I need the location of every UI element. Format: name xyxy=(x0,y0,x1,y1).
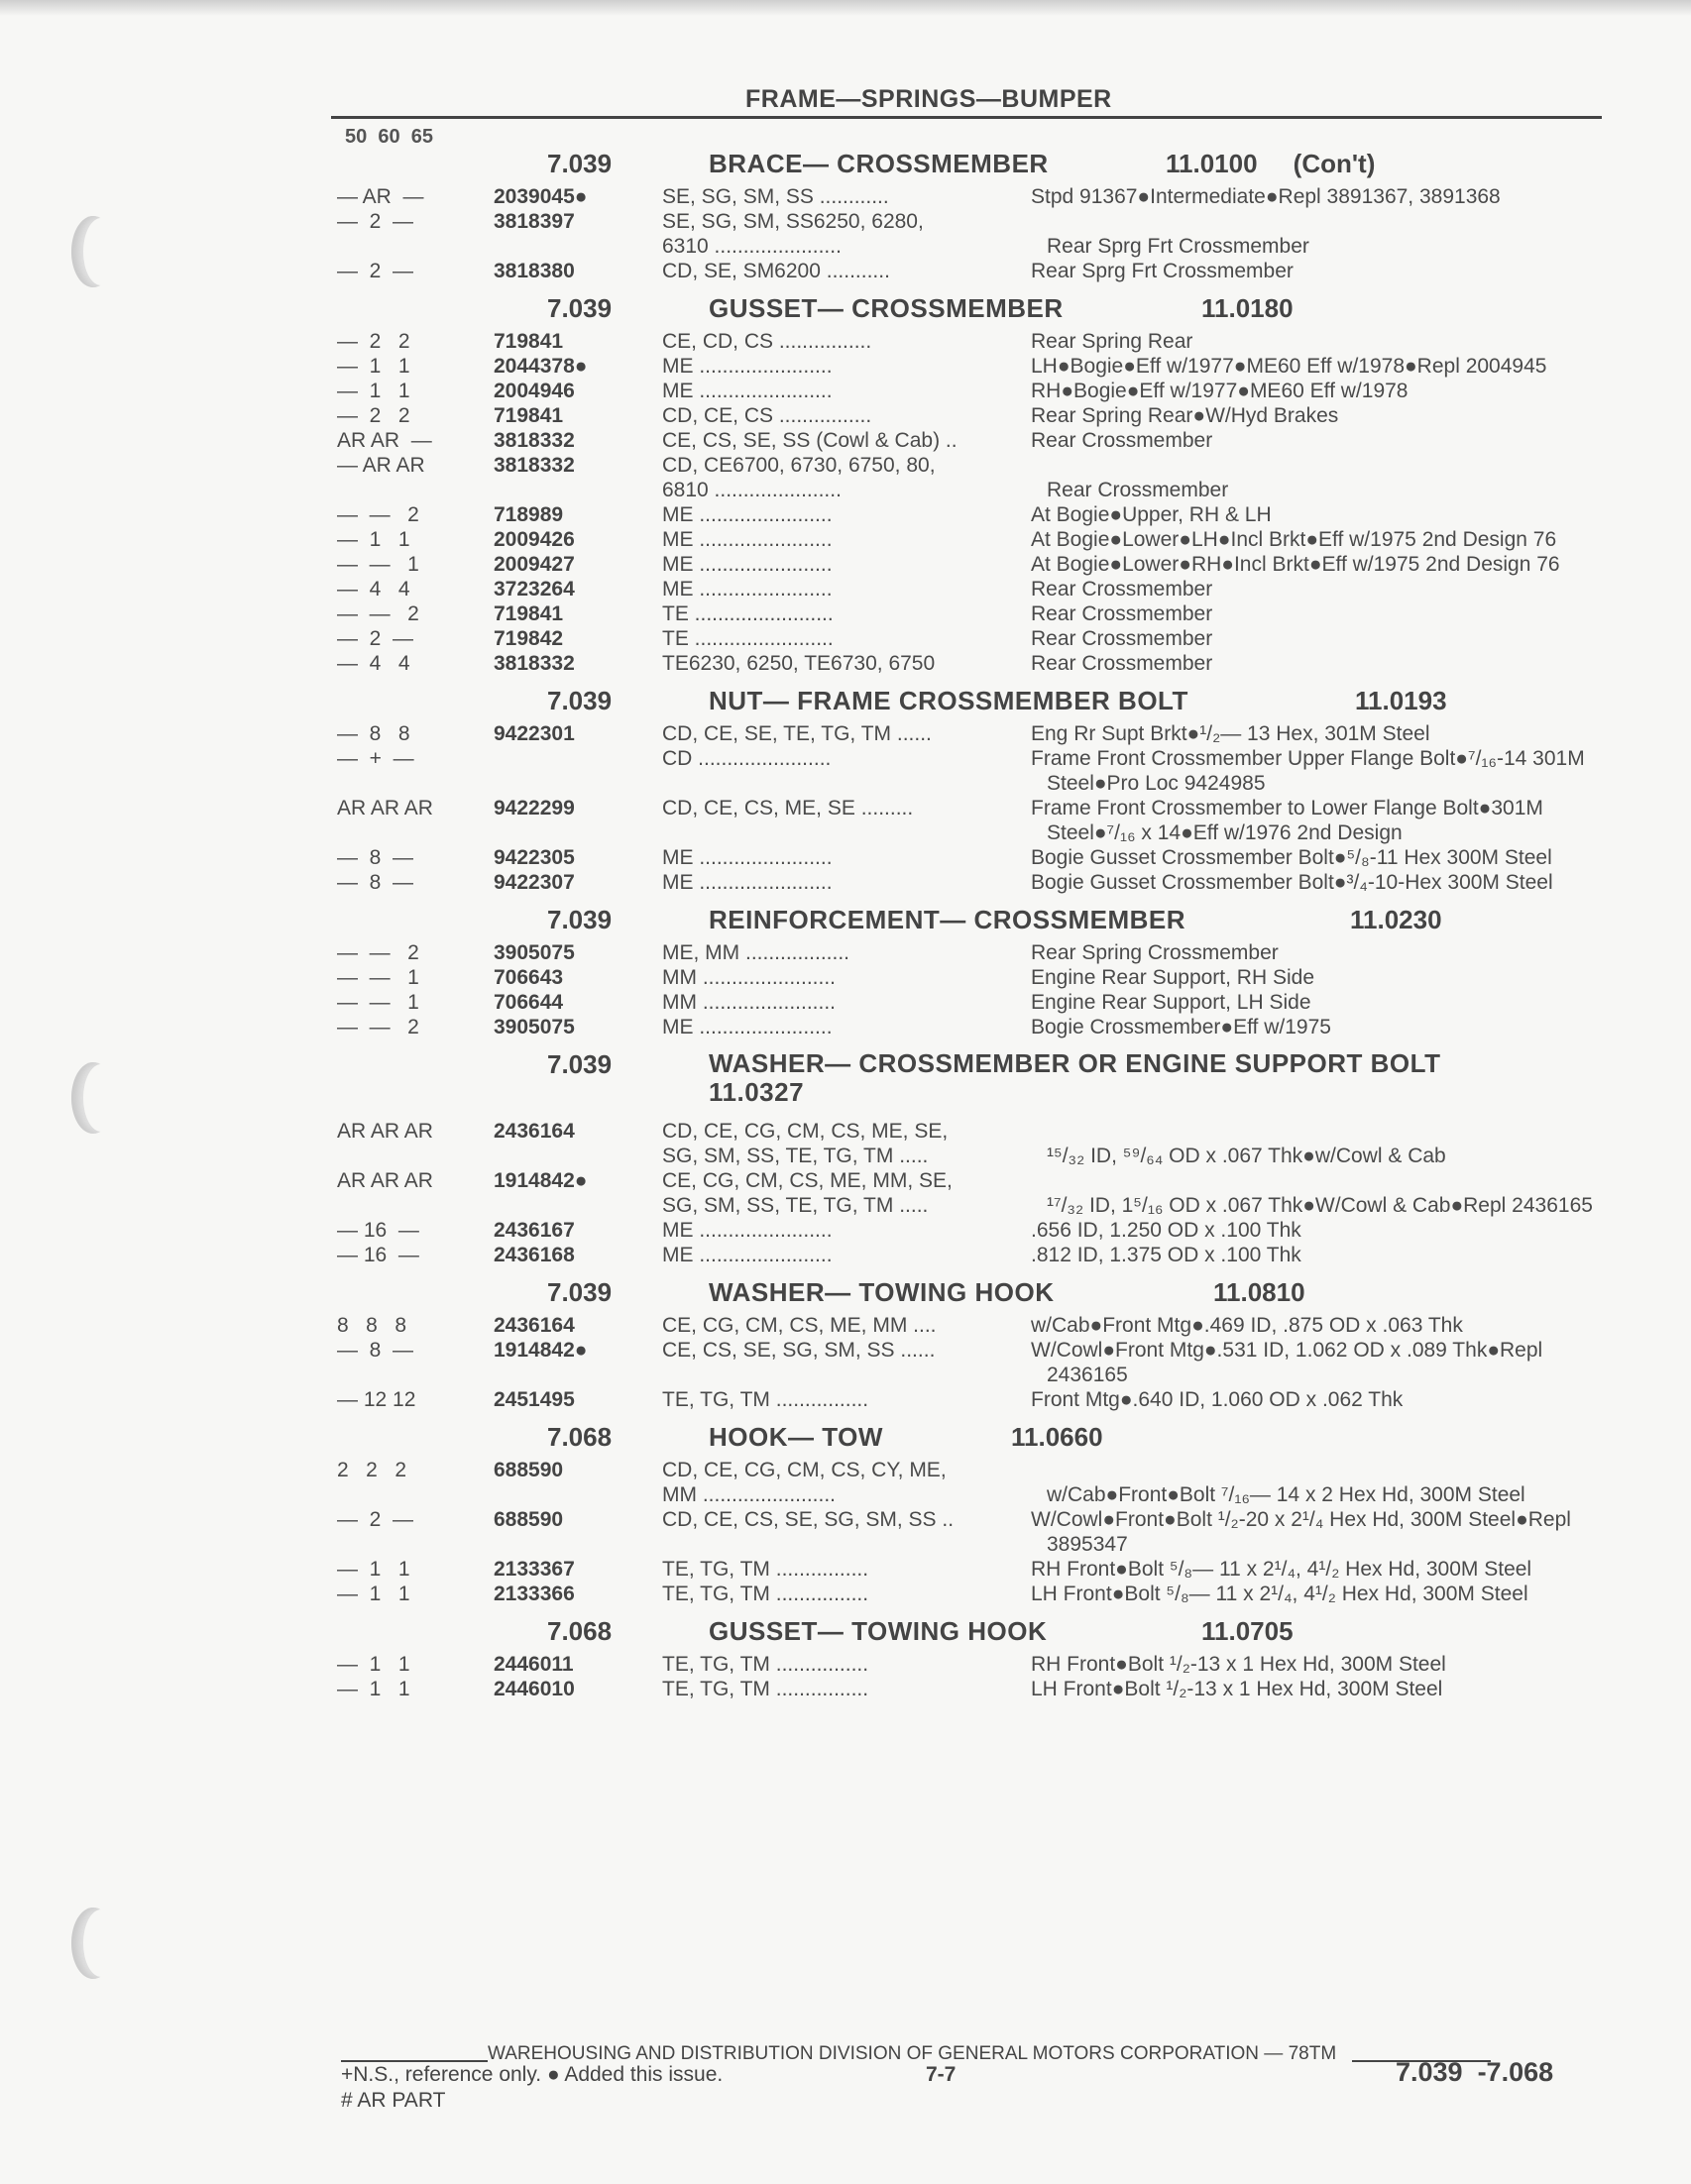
part-row xyxy=(337,626,1616,651)
part-description: Rear Crossmember xyxy=(1047,479,1229,501)
year-quantities: — 2 — xyxy=(337,260,414,282)
part-number: 688590 xyxy=(494,1459,564,1481)
model-list: ME ....................... xyxy=(662,553,833,576)
part-number: 719841 xyxy=(494,330,564,353)
part-number: 3723264 xyxy=(494,578,575,601)
part-number: 718989 xyxy=(494,503,564,526)
year-quantities: — 1 1 xyxy=(337,528,410,551)
section-spacer xyxy=(337,676,1616,684)
page-title: FRAME—SPRINGS—BUMPER xyxy=(745,85,1112,113)
part-number: 3818397 xyxy=(494,210,575,233)
part-number: 719842 xyxy=(494,627,564,650)
part-row xyxy=(337,1677,1616,1701)
part-description: Bogie Gusset Crossmember Bolt●⁵/₈-11 Hex 300M Steel xyxy=(1031,846,1552,869)
model-list: CE, CG, CM, CS, ME, MM .... xyxy=(662,1314,937,1337)
part-description: Rear Crossmember xyxy=(1031,429,1213,452)
part-description: LH Front●Bolt ⁵/₈— 11 x 2¹/₄, 4¹/₂ Hex Hd, 300M Steel xyxy=(1031,1583,1528,1605)
model-list: CD, CE, CS ................ xyxy=(662,404,872,427)
part-description: Eng Rr Supt Brkt●¹/₂— 13 Hex, 301M Steel xyxy=(1031,722,1430,745)
part-number: 688590 xyxy=(494,1508,564,1531)
year-quantities: — AR — xyxy=(337,185,424,208)
model-list: TE, TG, TM ................ xyxy=(662,1678,869,1700)
part-row xyxy=(337,796,1616,845)
model-list: ME ....................... xyxy=(662,503,833,526)
part-description: Rear Spring Rear xyxy=(1031,330,1193,353)
part-row xyxy=(337,577,1616,601)
part-description: Rear Spring Rear●W/Hyd Brakes xyxy=(1031,404,1339,427)
part-row xyxy=(337,1243,1616,1267)
part-description: Frame Front Crossmember to Lower Flange Bolt●301M Steel●⁷/₁₆ x 14●Eff w/1976 2nd Design xyxy=(1031,797,1543,844)
part-number: 9422305 xyxy=(494,846,575,869)
year-quantities: — AR AR xyxy=(337,454,425,477)
binder-hole-middle xyxy=(71,1062,115,1134)
part-number: 3818332 xyxy=(494,454,575,477)
part-description: RH●Bogie●Eff w/1977●ME60 Eff w/1978 xyxy=(1031,380,1409,402)
part-description: LH●Bogie●Eff w/1977●ME60 Eff w/1978●Repl 2004945 xyxy=(1031,355,1547,378)
section-spacer xyxy=(337,283,1616,291)
part-number: 3818332 xyxy=(494,652,575,675)
section-spacer xyxy=(337,1701,1616,1709)
part-row xyxy=(337,1338,1616,1387)
model-list: TE6230, 6250, TE6730, 6750 xyxy=(662,652,936,675)
year-quantities: — — 2 xyxy=(337,602,419,625)
section-title: WASHER— TOWING HOOK xyxy=(709,1277,1055,1307)
part-row xyxy=(337,845,1616,870)
model-list: CD, CE, SE, TE, TG, TM ...... xyxy=(662,722,932,745)
section-spacer xyxy=(337,1606,1616,1614)
part-row xyxy=(337,1387,1616,1412)
model-list: ME ....................... xyxy=(662,578,833,601)
part-row xyxy=(337,746,1616,796)
model-list: TE ........................ xyxy=(662,602,834,625)
model-list: CD, SE, SM6200 ........... xyxy=(662,260,890,282)
model-list: CD, CE, CG, CM, CS, CY, ME, MM ....................... xyxy=(662,1459,947,1506)
section-header xyxy=(337,147,1616,184)
scan-top-edge xyxy=(0,0,1691,16)
part-number: 2446011 xyxy=(494,1653,574,1676)
part-row xyxy=(337,209,1616,259)
part-description: At Bogie●Upper, RH & LH xyxy=(1031,503,1272,526)
part-number: 3818332 xyxy=(494,429,575,452)
model-list: ME ....................... xyxy=(662,380,833,402)
part-row xyxy=(337,1313,1616,1338)
section-spacer xyxy=(337,1039,1616,1047)
part-description: w/Cab●Front●Bolt ⁷/₁₆— 14 x 2 Hex Hd, 300M Steel xyxy=(1047,1483,1525,1506)
year-quantities: AR AR AR xyxy=(337,797,433,819)
part-number: 719841 xyxy=(494,404,564,427)
section-header xyxy=(337,1420,1616,1458)
section-group-number: 7.068 xyxy=(547,1616,613,1646)
section-header xyxy=(337,903,1616,940)
model-list: CD, CE6700, 6730, 6750, 80, 6810 ...................... xyxy=(662,454,936,501)
year-quantities: — 1 1 xyxy=(337,355,410,378)
part-description: .812 ID, 1.375 OD x .100 Thk xyxy=(1031,1244,1301,1266)
year-quantities: — + — xyxy=(337,747,414,770)
model-list: TE, TG, TM ................ xyxy=(662,1653,869,1676)
part-number: 1914842● xyxy=(494,1169,588,1192)
section-group-number: 7.039 xyxy=(547,293,613,323)
section-spacer xyxy=(337,895,1616,903)
model-list: ME ....................... xyxy=(662,871,833,894)
part-description: Engine Rear Support, LH Side xyxy=(1031,991,1311,1014)
page-number: 7-7 xyxy=(926,2063,957,2086)
part-description: Bogie Gusset Crossmember Bolt●³/₄-10-Hex 300M Steel xyxy=(1031,871,1553,894)
part-description: Stpd 91367●Intermediate●Repl 3891367, 3891368 xyxy=(1031,185,1501,208)
part-row xyxy=(337,379,1616,403)
part-number: 706644 xyxy=(494,991,564,1014)
part-number: 2133367 xyxy=(494,1558,575,1581)
part-number: 2436164 xyxy=(494,1314,575,1337)
year-quantities: — 4 4 xyxy=(337,578,410,601)
part-number: 2039045● xyxy=(494,185,588,208)
part-description: Rear Sprg Frt Crossmember xyxy=(1047,235,1309,258)
part-number: 2133366 xyxy=(494,1583,575,1605)
section-title: BRACE— CROSSMEMBER xyxy=(709,149,1049,178)
year-quantities: — 16 — xyxy=(337,1219,419,1242)
section-title: WASHER— CROSSMEMBER OR ENGINE SUPPORT BOLT 11.0327 xyxy=(709,1048,1441,1107)
part-number: 9422307 xyxy=(494,871,575,894)
part-number: 2436164 xyxy=(494,1120,575,1143)
part-number: 2009427 xyxy=(494,553,575,576)
year-quantities: — 1 1 xyxy=(337,1678,410,1700)
year-quantities: 8 8 8 xyxy=(337,1314,407,1337)
part-number: 2436167 xyxy=(494,1219,575,1242)
section-code: 11.0660 xyxy=(1011,1422,1103,1452)
section-header xyxy=(337,291,1616,329)
part-description: Rear Crossmember xyxy=(1031,652,1213,675)
model-list: CE, CS, SE, SS (Cowl & Cab) .. xyxy=(662,429,958,452)
model-list: ME ....................... xyxy=(662,1244,833,1266)
part-row xyxy=(337,428,1616,453)
part-number: 2446010 xyxy=(494,1678,575,1700)
part-number: 706643 xyxy=(494,966,564,989)
model-list: ME ....................... xyxy=(662,1219,833,1242)
part-description: Frame Front Crossmember Upper Flange Bolt●⁷/₁₆-14 301M Steel●Pro Loc 9424985 xyxy=(1031,747,1585,795)
part-description: Bogie Crossmember●Eff w/1975 xyxy=(1031,1016,1331,1038)
part-description: .656 ID, 1.250 OD x .100 Thk xyxy=(1031,1219,1301,1242)
part-row xyxy=(337,1218,1616,1243)
part-row xyxy=(337,502,1616,527)
year-quantities: — 2 — xyxy=(337,1508,414,1531)
footnote-legend: +N.S., reference only. ● Added this issue. xyxy=(341,2063,724,2086)
year-quantities: — 1 1 xyxy=(337,1653,410,1676)
year-quantities: — 8 — xyxy=(337,871,414,894)
section-spacer xyxy=(337,1267,1616,1275)
part-number: 2044378● xyxy=(494,355,588,378)
part-description: RH Front●Bolt ¹/₂-13 x 1 Hex Hd, 300M Steel xyxy=(1031,1653,1446,1676)
model-list: CD ....................... xyxy=(662,747,832,770)
part-number: 1914842● xyxy=(494,1339,588,1362)
binder-hole-bottom xyxy=(71,1908,115,1979)
section-title: GUSSET— TOWING HOOK xyxy=(709,1616,1048,1646)
year-quantities: — — 1 xyxy=(337,966,419,989)
section-code: 11.0705 xyxy=(1201,1616,1294,1646)
section-group-number: 7.068 xyxy=(547,1422,613,1452)
model-list: ME ....................... xyxy=(662,846,833,869)
year-quantities: — 2 2 xyxy=(337,404,410,427)
section-header xyxy=(337,1275,1616,1313)
model-list: CE, CS, SE, SG, SM, SS ...... xyxy=(662,1339,936,1362)
part-description: Front Mtg●.640 ID, 1.060 OD x .062 Thk xyxy=(1031,1388,1404,1411)
page-range: 7.039 -7.068 xyxy=(1396,2057,1554,2087)
year-quantities: — 12 12 xyxy=(337,1388,416,1411)
part-row xyxy=(337,1582,1616,1606)
year-quantities: — 1 1 xyxy=(337,380,410,402)
section-group-number: 7.039 xyxy=(547,1049,613,1079)
year-quantities: — 8 8 xyxy=(337,722,410,745)
part-number: 2009426 xyxy=(494,528,575,551)
part-number: 2004946 xyxy=(494,380,575,402)
part-row xyxy=(337,329,1616,354)
part-row xyxy=(337,552,1616,577)
section-header xyxy=(337,1614,1616,1652)
part-row xyxy=(337,1168,1616,1218)
part-description: At Bogie●Lower●LH●Incl Brkt●Eff w/1975 2nd Design 76 xyxy=(1031,528,1557,551)
year-quantities: AR AR AR xyxy=(337,1169,433,1192)
part-description: W/Cowl●Front Mtg●.531 ID, 1.062 OD x .089 Thk●Repl 2436165 xyxy=(1031,1339,1543,1386)
model-list: SE, SG, SM, SS ............ xyxy=(662,185,889,208)
footer-rule-left xyxy=(341,2046,488,2062)
part-description: w/Cab●Front Mtg●.469 ID, .875 OD x .063 Thk xyxy=(1031,1314,1463,1337)
part-number: 3905075 xyxy=(494,1016,575,1038)
year-quantities: — — 2 xyxy=(337,503,419,526)
part-row xyxy=(337,651,1616,676)
model-list: ME, MM .................. xyxy=(662,941,850,964)
part-description: ¹⁵/₃₂ ID, ⁵⁹/₆₄ OD x .067 Thk●w/Cowl & Cab xyxy=(1047,1145,1446,1167)
section-code: 11.0193 xyxy=(1355,686,1447,715)
part-row xyxy=(337,870,1616,895)
model-list: CD, CE, CS, SE, SG, SM, SS .. xyxy=(662,1508,955,1531)
year-quantities: — — 2 xyxy=(337,1016,419,1038)
section-group-number: 7.039 xyxy=(547,149,613,178)
part-number: 3905075 xyxy=(494,941,575,964)
year-quantities: — 8 — xyxy=(337,1339,414,1362)
year-quantities: 2 2 2 xyxy=(337,1459,407,1481)
part-row xyxy=(337,940,1616,965)
part-number: 3818380 xyxy=(494,260,575,282)
part-row xyxy=(337,1557,1616,1582)
year-quantities: — 4 4 xyxy=(337,652,410,675)
part-description: Rear Spring Crossmember xyxy=(1031,941,1279,964)
part-number: 9422301 xyxy=(494,722,575,745)
footer-division: WAREHOUSING AND DISTRIBUTION DIVISION OF GENERAL MOTORS CORPORATION — 78TM xyxy=(488,2043,1337,2064)
section-header xyxy=(337,684,1616,721)
year-quantities: AR AR — xyxy=(337,429,432,452)
section-code: 11.0100 (Con't) xyxy=(1166,149,1376,178)
model-list: ME ....................... xyxy=(662,355,833,378)
part-row xyxy=(337,354,1616,379)
part-row xyxy=(337,965,1616,990)
part-description: LH Front●Bolt ¹/₂-13 x 1 Hex Hd, 300M Steel xyxy=(1031,1678,1443,1700)
year-quantities: — — 1 xyxy=(337,991,419,1014)
model-list: ME ....................... xyxy=(662,528,833,551)
year-quantities: — — 2 xyxy=(337,941,419,964)
model-list: MM ....................... xyxy=(662,991,837,1014)
model-list: ME ....................... xyxy=(662,1016,833,1038)
part-row xyxy=(337,1119,1616,1168)
section-title: GUSSET— CROSSMEMBER xyxy=(709,293,1064,323)
part-description: Rear Crossmember xyxy=(1031,578,1213,601)
part-description: Engine Rear Support, RH Side xyxy=(1031,966,1314,989)
part-row xyxy=(337,990,1616,1015)
part-description: Rear Crossmember xyxy=(1031,602,1213,625)
part-row xyxy=(337,1507,1616,1557)
part-description: W/Cowl●Front●Bolt ¹/₂-20 x 2¹/₄ Hex Hd, 300M Steel●Repl 3895347 xyxy=(1031,1508,1571,1556)
model-list: CE, CD, CS ................ xyxy=(662,330,872,353)
year-quantities: — — 1 xyxy=(337,553,419,576)
binder-hole-top xyxy=(71,216,115,287)
section-header xyxy=(337,1047,1616,1119)
part-row xyxy=(337,184,1616,209)
part-description: At Bogie●Lower●RH●Incl Brkt●Eff w/1975 2nd Design 76 xyxy=(1031,553,1560,576)
model-list: TE, TG, TM ................ xyxy=(662,1583,869,1605)
section-title: REINFORCEMENT— CROSSMEMBER xyxy=(709,905,1186,934)
part-row xyxy=(337,403,1616,428)
parts-list xyxy=(337,147,1616,1709)
part-row xyxy=(337,1652,1616,1677)
part-number: 719841 xyxy=(494,602,564,625)
year-quantities: — 1 1 xyxy=(337,1583,410,1605)
part-row xyxy=(337,601,1616,626)
part-number: 2451495 xyxy=(494,1388,575,1411)
year-quantities: — 2 — xyxy=(337,627,414,650)
part-description: RH Front●Bolt ⁵/₈— 11 x 2¹/₄, 4¹/₂ Hex Hd, 300M Steel xyxy=(1031,1558,1532,1581)
model-list: TE, TG, TM ................ xyxy=(662,1388,869,1411)
year-column-header: 50 60 65 xyxy=(345,126,433,148)
footnote-ar-part: # AR PART xyxy=(341,2089,446,2112)
section-code: 11.0810 xyxy=(1213,1277,1305,1307)
model-list: TE, TG, TM ................ xyxy=(662,1558,869,1581)
section-code: 11.0230 xyxy=(1350,905,1442,934)
part-row xyxy=(337,527,1616,552)
part-row xyxy=(337,1458,1616,1507)
year-quantities: — 8 — xyxy=(337,846,414,869)
year-quantities: AR AR AR xyxy=(337,1120,433,1143)
section-group-number: 7.039 xyxy=(547,1277,613,1307)
part-description: Rear Sprg Frt Crossmember xyxy=(1031,260,1294,282)
section-group-number: 7.039 xyxy=(547,905,613,934)
model-list: SE, SG, SM, SS6250, 6280, 6310 ...................... xyxy=(662,210,924,258)
part-row xyxy=(337,453,1616,502)
model-list: TE ........................ xyxy=(662,627,834,650)
part-number: 2436168 xyxy=(494,1244,575,1266)
part-description: Rear Crossmember xyxy=(1031,627,1213,650)
year-quantities: — 2 — xyxy=(337,210,414,233)
part-row xyxy=(337,1015,1616,1039)
model-list: MM ....................... xyxy=(662,966,837,989)
model-list: CD, CE, CS, ME, SE ......... xyxy=(662,797,914,819)
section-title: HOOK— TOW xyxy=(709,1422,883,1452)
section-spacer xyxy=(337,1412,1616,1420)
section-group-number: 7.039 xyxy=(547,686,613,715)
section-title: NUT— FRAME CROSSMEMBER BOLT xyxy=(709,686,1188,715)
part-description: ¹⁷/₃₂ ID, 1⁵/₁₆ OD x .067 Thk●W/Cowl & Cab●Repl 2436165 xyxy=(1047,1194,1593,1217)
model-list: CE, CG, CM, CS, ME, MM, SE, SG, SM, SS, TE, TG, TM ..... xyxy=(662,1169,953,1217)
year-quantities: — 2 2 xyxy=(337,330,410,353)
year-quantities: — 1 1 xyxy=(337,1558,410,1581)
part-row xyxy=(337,259,1616,283)
model-list: CD, CE, CG, CM, CS, ME, SE, SG, SM, SS, TE, TG, TM ..... xyxy=(662,1120,949,1167)
part-number: 9422299 xyxy=(494,797,575,819)
year-quantities: — 16 — xyxy=(337,1244,419,1266)
section-code: 11.0180 xyxy=(1201,293,1294,323)
title-rule xyxy=(331,116,1602,119)
part-row xyxy=(337,721,1616,746)
